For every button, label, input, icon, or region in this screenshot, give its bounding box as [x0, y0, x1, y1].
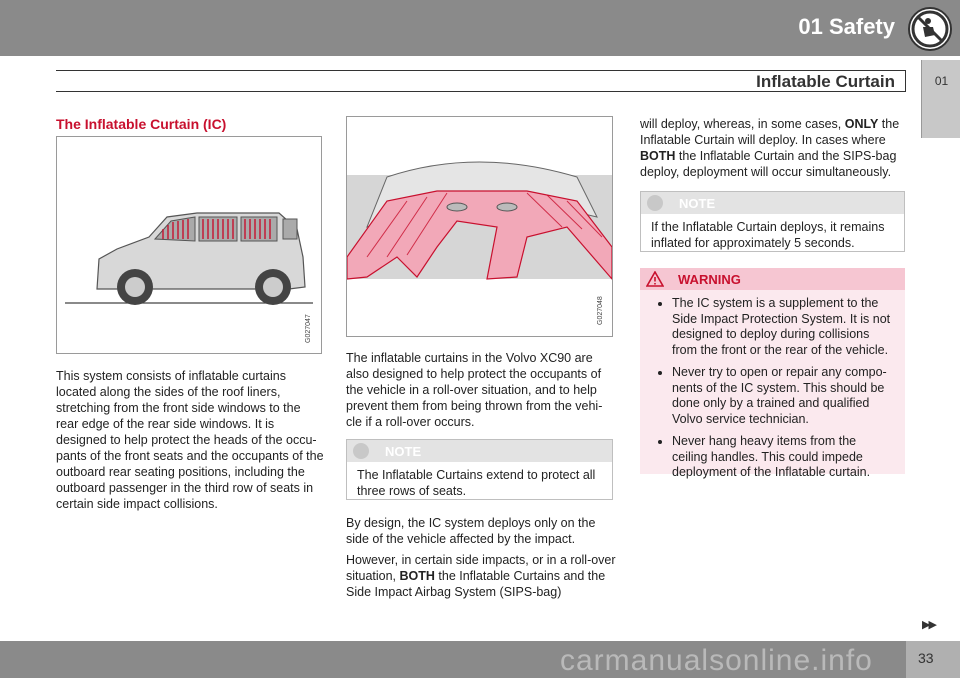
list-item: • Never hang heavy items from the ceiling handles. This could impede deployment of the Inflatable curtain. — [672, 434, 895, 481]
chapter-title: 01 Safety — [798, 14, 895, 39]
roof-curtain-figure — [346, 116, 613, 337]
section-heading: The Inflatable Curtain (IC) — [56, 116, 227, 132]
warning-box — [640, 268, 905, 479]
warning-triangle-icon — [646, 271, 664, 287]
section-bar — [56, 70, 906, 92]
chapter-tab[interactable] — [921, 60, 960, 138]
note-text: If the Inflatable Curtain deploys, it remains inflated for approximately 5 seconds. — [651, 220, 885, 250]
list-item: • The IC system is a supplement to the Side Impact Protection System. It is not designed to deploy during collisions from the front or the rear of the vehicle. — [672, 296, 895, 358]
section-title: Inflatable Curtain — [756, 72, 895, 91]
intro-paragraph: This system consists of inflatable curtains located along the sides of the roof liners, stretching from the front side windows to the rear edge of the rear side windows. It is designed to help protect the heads of the occu-pants of the front seats and the occupants of the outboard rear seating positions, including the outboard passenger in the third row of seats in certain side impact collisions. — [56, 369, 324, 511]
note-box-2 — [640, 191, 905, 252]
side-impact-paragraph: However, in certain side impacts, or in a roll-over situation, BOTH the Inflatable Curtains and the Side Impact Airbag System (SIPS-bag) — [346, 553, 616, 599]
deployment-paragraph: will deploy, whereas, in some cases, ONLY the Inflatable Curtain will deploy. In cases where BOTH the Inflatable Curtain and the SIPS-bag deploy, deployment will occur simultaneously. — [640, 117, 900, 179]
note-label: NOTE — [679, 196, 716, 211]
car-illustration — [57, 137, 321, 353]
figure-code: G027047 — [305, 314, 312, 343]
no-child-seat-icon — [906, 5, 954, 53]
deploy-paragraph: By design, the IC system deploys only on the side of the vehicle affected by the impact. — [346, 516, 596, 546]
rollover-paragraph: The inflatable curtains in the Volvo XC90 are also designed to help protect the occupants of the vehicle in a roll-over situation, and to help prevent them from being thrown from the vehi-cle if a roll-over occurs. — [346, 351, 603, 429]
info-icon — [353, 443, 369, 459]
note-text: The Inflatable Curtains extend to protect all three rows of seats. — [357, 468, 596, 498]
chapter-tab-label: 01 — [934, 74, 949, 88]
car-side-figure — [56, 136, 322, 354]
note-label: NOTE — [385, 444, 422, 459]
page-number: 33 — [918, 650, 934, 666]
double-chevron-right-icon[interactable]: ▶▶ — [922, 619, 935, 631]
warning-label: WARNING — [678, 272, 741, 287]
warning-list — [640, 290, 905, 496]
figure-code: G027048 — [597, 296, 604, 325]
curtain-illustration — [347, 117, 612, 336]
list-item: • Never try to open or repair any compo-nents of the IC system. This should be done only by a trained and qualified Volvo service technician. — [672, 365, 895, 427]
info-icon — [647, 195, 663, 211]
watermark: carmanualsonline.info — [560, 644, 873, 677]
note-box-1 — [346, 439, 613, 500]
